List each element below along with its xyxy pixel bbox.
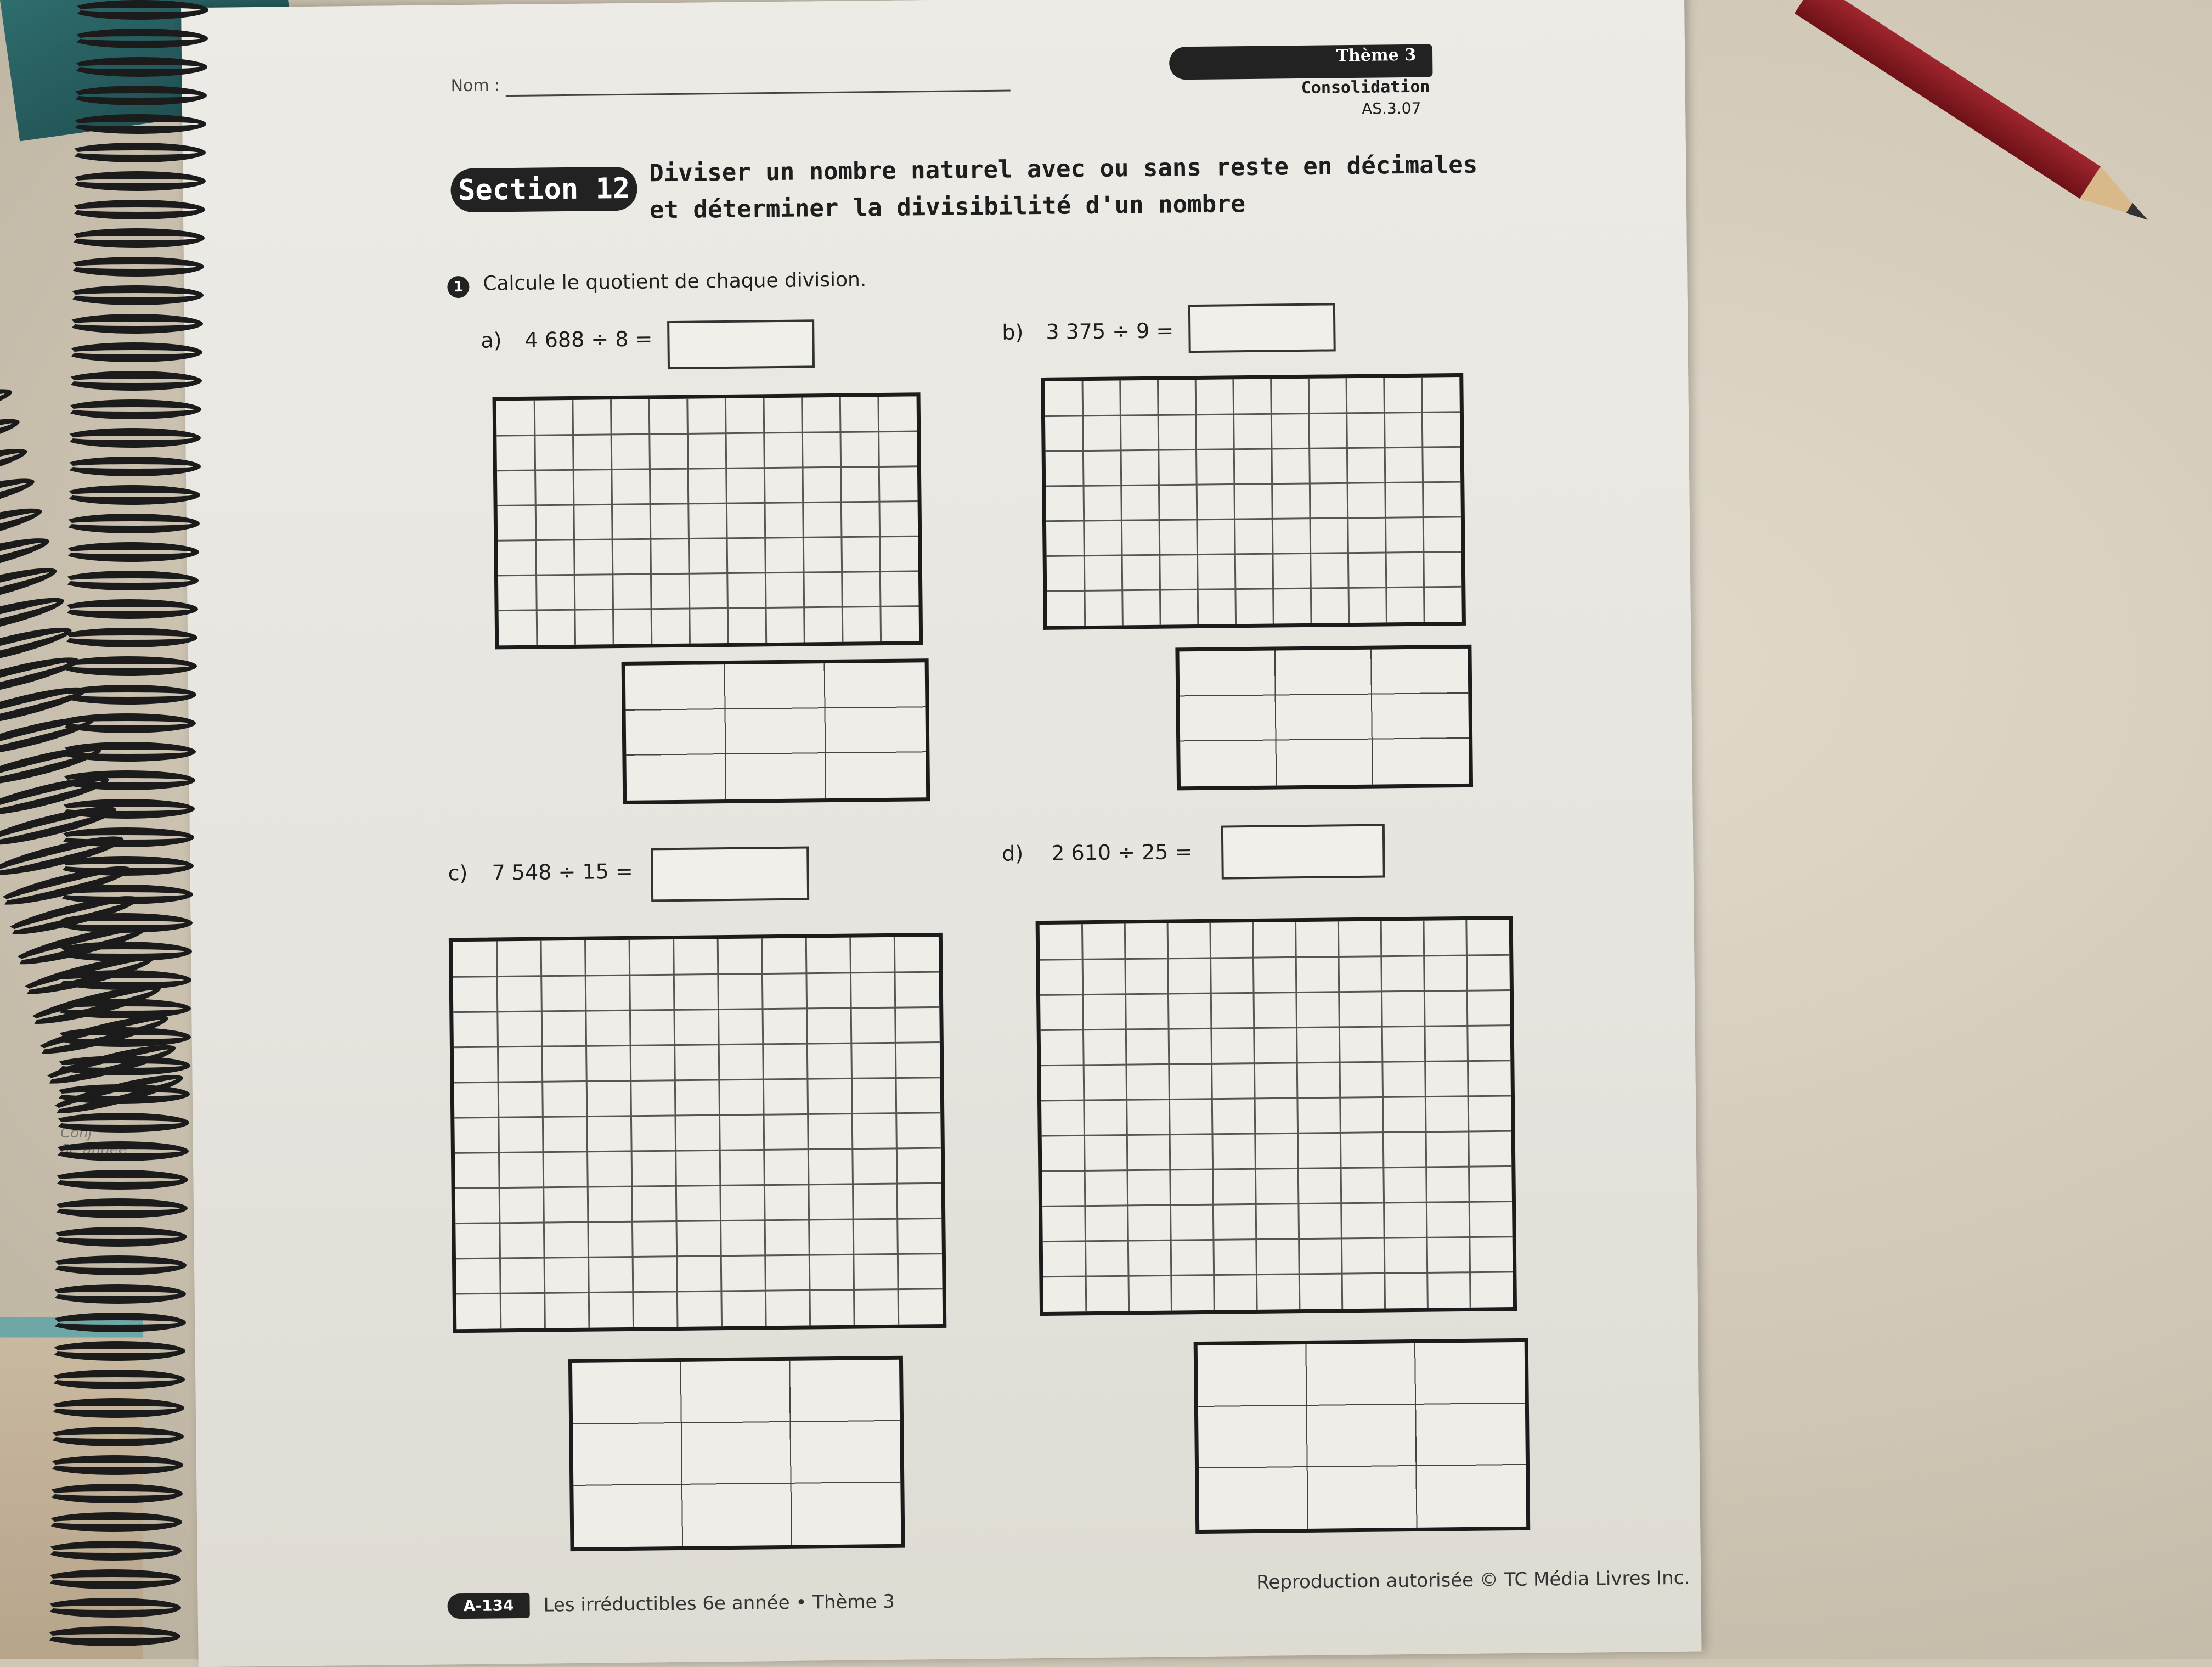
page-number-badge: A-134 [447, 1593, 529, 1619]
grid-line [1158, 380, 1160, 625]
question-instruction: Calcule le quotient de chaque division. [483, 268, 867, 295]
grid-line [496, 431, 917, 436]
spiral-ring [49, 1284, 186, 1304]
grid-line [1384, 378, 1387, 622]
worksheet-page [181, 0, 1702, 1667]
spiral-ring [66, 314, 203, 334]
grid-line [453, 1007, 939, 1012]
section-badge: Section 12 [450, 167, 637, 213]
grid-line [498, 536, 918, 540]
section-title-line2: et déterminer la divisibilité d'un nombre [649, 190, 1246, 224]
cover-label: Conj 6e année [60, 1125, 127, 1158]
grid-line [1253, 922, 1257, 1310]
grid-line [573, 400, 575, 645]
grid-line [1047, 552, 1462, 556]
spiral-ring [63, 514, 200, 533]
spiral-ring [64, 428, 201, 448]
spiral-ring [45, 1512, 182, 1532]
grid-line [1042, 1202, 1512, 1207]
grid-line [1082, 924, 1086, 1311]
spiral-ring [69, 143, 206, 162]
section-title-line1: Diviser un nombre naturel avec ou sans reste en décimales [649, 150, 1478, 188]
spiral-ring [67, 257, 204, 277]
problem-b-expression: 3 375 ÷ 9 = [1046, 318, 1174, 344]
grid-line [454, 1043, 940, 1047]
problem-d-work-grid[interactable] [1036, 916, 1517, 1316]
spiral-ring [44, 1598, 181, 1618]
spiral-ring [69, 171, 206, 191]
grid-line [1045, 412, 1460, 416]
grid-line [1296, 922, 1300, 1309]
grid-line [1271, 379, 1274, 624]
grid-line [585, 940, 589, 1328]
grid-line [764, 398, 766, 643]
spiral-ring [71, 0, 208, 20]
spiral-ring [62, 542, 199, 562]
grid-line [541, 941, 545, 1328]
grid-line [1422, 378, 1425, 622]
grid-line [1043, 1272, 1513, 1277]
grid-line [1041, 1096, 1511, 1101]
spiral-ring [44, 1541, 182, 1561]
problem-c-result-grid[interactable] [568, 1356, 905, 1551]
grid-line [629, 940, 633, 1327]
problem-c-answer-box[interactable] [651, 846, 809, 902]
spiral-ring [50, 1198, 188, 1218]
problem-c-work-grid[interactable] [449, 933, 946, 1333]
grid-line [1046, 482, 1460, 486]
spiral-ring [44, 1569, 181, 1589]
grid-line [1346, 378, 1349, 623]
grid-line [456, 1289, 943, 1294]
grid-line [456, 1254, 942, 1259]
problem-a-result-grid[interactable] [622, 658, 930, 804]
spiral-ring [68, 200, 205, 219]
spiral-ring [43, 1626, 180, 1646]
grid-line [725, 398, 728, 643]
grid-line [649, 399, 652, 644]
problem-b-result-grid[interactable] [1175, 645, 1473, 791]
grid-line [1082, 381, 1085, 626]
grid-line [806, 938, 810, 1326]
grid-line [762, 938, 766, 1326]
problem-b-letter: b) [1002, 320, 1024, 345]
grid-line [1043, 1237, 1513, 1242]
grid-line [1041, 1026, 1510, 1030]
theme-tab: Thème 3 [1169, 44, 1433, 80]
problem-a-letter: a) [481, 328, 502, 353]
consolidation-label: Consolidation [1301, 77, 1430, 98]
problem-a-answer-box[interactable] [667, 319, 815, 369]
grid-line [497, 466, 917, 471]
grid-line [454, 1078, 940, 1083]
problem-d-answer-box[interactable] [1221, 824, 1385, 879]
grid-line [1046, 517, 1461, 521]
problem-c-letter: c) [448, 860, 468, 886]
grid-line [1040, 990, 1510, 995]
grid-line [498, 571, 918, 576]
grid-line [1046, 447, 1460, 451]
grid-line [1308, 379, 1311, 623]
spiral-ring [67, 228, 205, 248]
grid-line [534, 401, 537, 645]
problem-d-expression: 2 610 ÷ 25 = [1051, 840, 1193, 865]
grid-line [1041, 1061, 1510, 1066]
grid-line [1042, 1131, 1511, 1136]
grid-line [674, 939, 678, 1327]
spiral-ring [46, 1484, 183, 1503]
spiral-ring [65, 371, 202, 391]
spiral-ring [63, 485, 200, 505]
spiral-ring [50, 1227, 187, 1247]
grid-line [1167, 923, 1171, 1311]
problem-b-answer-box[interactable] [1188, 303, 1336, 353]
grid-line [718, 939, 721, 1326]
spiral-ring [47, 1427, 184, 1446]
curriculum-code: AS.3.07 [1361, 99, 1421, 118]
grid-line [1338, 921, 1342, 1309]
spiral-ring [49, 1313, 186, 1332]
spiral-ring [48, 1341, 185, 1361]
grid-line [1047, 587, 1462, 591]
grid-line [455, 1183, 941, 1188]
grid-line [687, 399, 690, 644]
footer-book-title: Les irréductibles 6e année • Thème 3 [543, 1590, 895, 1617]
spiral-ring [65, 342, 202, 362]
spiral-ring [64, 399, 201, 419]
spiral-ring [49, 1255, 187, 1275]
spiral-ring [71, 29, 208, 48]
grid-line [1120, 380, 1123, 625]
footer-copyright: Reproduction autorisée © TC Média Livres Inc. [1256, 1567, 1690, 1593]
grid-line [611, 399, 614, 644]
grid-line [455, 1148, 941, 1153]
spiral-ring [69, 114, 206, 134]
problem-a-expression: 4 688 ÷ 8 = [524, 326, 653, 352]
grid-line [499, 606, 919, 611]
grid-line [498, 501, 918, 505]
grid-line [1195, 380, 1198, 624]
grid-line [453, 972, 939, 977]
grid-line [1424, 921, 1427, 1308]
name-field[interactable] [506, 90, 1011, 97]
grid-line [1381, 921, 1385, 1309]
spiral-ring [47, 1398, 184, 1418]
problem-d-result-grid[interactable] [1194, 1338, 1531, 1534]
spiral-ring [48, 1370, 185, 1389]
spiral-ring [46, 1455, 183, 1475]
grid-line [840, 397, 843, 642]
grid-line [1210, 923, 1214, 1310]
spiral-ring [70, 57, 207, 77]
grid-line [1125, 923, 1128, 1311]
spiral-ring [64, 457, 201, 476]
question-number: 1 [447, 276, 469, 298]
problem-a-work-grid[interactable] [493, 392, 923, 649]
problem-c-expression: 7 548 ÷ 15 = [492, 859, 633, 885]
grid-line [1466, 920, 1470, 1308]
grid-line [802, 398, 805, 643]
grid-line [1042, 1166, 1511, 1171]
grid-line [454, 1113, 940, 1118]
grid-line [455, 1218, 941, 1223]
grid-line [850, 938, 854, 1325]
problem-b-work-grid[interactable] [1041, 373, 1466, 630]
spiral-ring [70, 86, 207, 105]
spiral-ring [66, 285, 204, 305]
grid-line [496, 941, 500, 1328]
problem-d-letter: d) [1002, 841, 1024, 866]
spiral-ring [51, 1170, 188, 1190]
grid-line [1040, 955, 1509, 960]
name-label: Nom : [450, 76, 500, 96]
grid-line [1233, 379, 1236, 624]
grid-line [878, 397, 881, 641]
grid-line [894, 937, 898, 1325]
